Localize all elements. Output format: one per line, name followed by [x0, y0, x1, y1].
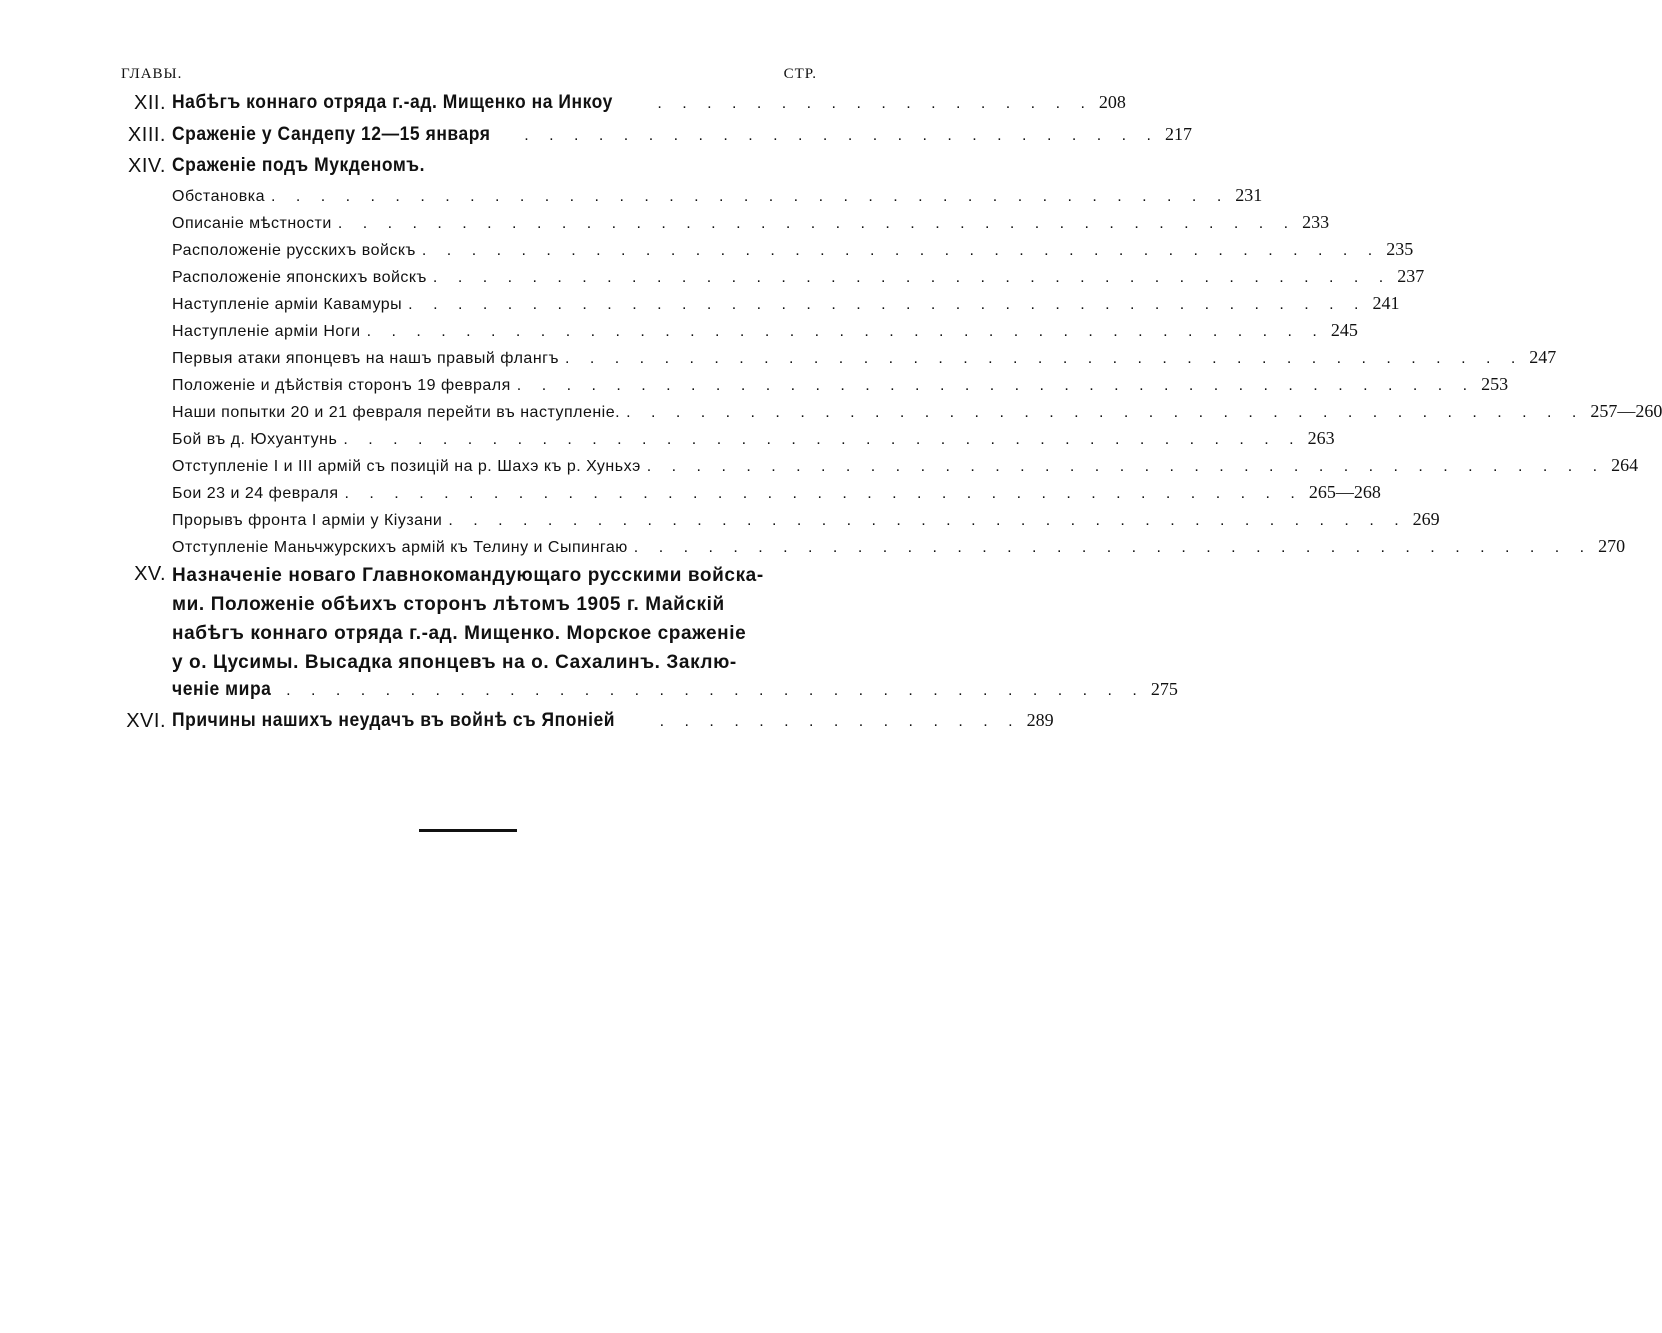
chapter-number: XIII.: [127, 124, 166, 146]
subsection-title: Первыя атаки японцевъ на нашъ правый флангъ: [172, 350, 559, 367]
toc-subentry: [172, 401, 1662, 422]
page-number: 231: [1235, 185, 1263, 205]
chapter-title: Сраженіе подъ Мукденомъ.: [172, 155, 426, 176]
page-number: 253: [1481, 374, 1509, 394]
toc-entry-chapter-xii: [172, 92, 1126, 114]
chapter-title-line: у о. Цусимы. Высадка японцевъ на о. Сахалинъ. Заклю-: [172, 652, 737, 673]
toc-entry-chapter-xiii: [172, 124, 1192, 146]
subsection-title: Бой въ д. Юхуантунь: [172, 431, 338, 448]
chapter-title: Причины нашихъ неудачъ въ войнѣ съ Японіей: [172, 710, 616, 731]
page-number: 233: [1302, 212, 1330, 232]
chapter-number: XIV.: [128, 155, 166, 177]
chapter-title: Набѣгъ коннаго отряда г.-ад. Мищенко на Инкоу: [172, 92, 613, 113]
chapter-title-line: набѣгъ коннаго отряда г.-ад. Мищенко. Морское сраженіе: [172, 623, 747, 644]
toc-subentry: [172, 185, 1263, 206]
leader-dots: . . . . . . . . . . . . . . . . . . . . . . . . . . . . . . . . . . . . . . .: [626, 404, 1585, 421]
subsection-title: Наступленіе арміи Кавамуры: [172, 296, 403, 313]
page-number: 241: [1372, 293, 1400, 313]
toc-subentry: [172, 293, 1400, 314]
page-number: 275: [1150, 679, 1178, 699]
subsection-title: Расположеніе русскихъ войскъ: [172, 242, 416, 259]
leader-dots: . . . . . . . . . . . . . . . . . .: [657, 95, 1093, 112]
toc-subentry: [172, 320, 1358, 341]
toc-subentry: [172, 536, 1626, 557]
toc-entry-chapter-xv: [172, 679, 1178, 701]
toc-subentry: [172, 266, 1425, 287]
subsection-title: Положеніе и дѣйствія сторонъ 19 февраля: [172, 377, 511, 394]
chapter-title-line: Назначеніе новаго Главнокомандующаго русскими войска-: [172, 565, 764, 586]
leader-dots: . . . . . . . . . . . . . . . . . . . . . . . . . . . . . . . . . . . . . . .: [343, 431, 1302, 448]
subsection-title: Наступленіе арміи Ноги: [172, 323, 361, 340]
leader-dots: . . . . . . . . . . . . . . .: [659, 713, 1021, 730]
page-number: 247: [1529, 347, 1557, 367]
page-number: 235: [1386, 239, 1414, 259]
chapter-title: Сраженіе у Сандепу 12—15 января: [172, 124, 491, 145]
chapter-number: XII.: [133, 92, 166, 114]
chapter-title-line: ми. Положеніе обѣихъ сторонъ лѣтомъ 1905 г. Майскій: [172, 594, 725, 615]
page-number: 217: [1164, 124, 1192, 144]
subsection-title: Отступленіе I и III армій съ позицій на р. Шахэ къ р. Хуньхэ: [172, 458, 641, 475]
page-number: 257—260: [1590, 401, 1662, 421]
subsection-title: Отступленіе Маньчжурскихъ армій къ Телину и Сыпингаю: [172, 539, 628, 556]
toc-subentry: [172, 428, 1335, 449]
leader-dots: . . . . . . . . . . . . . . . . . . . . . . . . . .: [524, 127, 1159, 144]
leader-dots: . . . . . . . . . . . . . . . . . . . . . . . . . . . . . . . . . . . . . . .: [633, 539, 1593, 556]
leader-dots: . . . . . . . . . . . . . . . . . . . . . . . . . . . . . . . . . . . . . . .: [270, 188, 1230, 205]
subsection-title: Бои 23 и 24 февраля: [172, 485, 339, 502]
toc-entry-chapter-xvi: [172, 710, 1054, 732]
chapter-number: XV.: [134, 563, 166, 585]
leader-dots: . . . . . . . . . . . . . . . . . . . . . . . . . . . . . . . . . . . . . . .: [337, 215, 1297, 232]
chapter-title: ченіе мира: [172, 679, 272, 700]
header-pages-label: СТР.: [783, 66, 817, 82]
toc-subentry: [172, 509, 1440, 530]
toc-subentry: [172, 347, 1557, 368]
subsection-title: Наши попытки 20 и 21 февраля перейти въ наступленіе.: [172, 404, 621, 421]
leader-dots: . . . . . . . . . . . . . . . . . . . . . . . . . . . . . . . . . . . . . . .: [565, 350, 1524, 367]
header-chapters-label: ГЛАВЫ.: [121, 66, 183, 82]
page-number: 264: [1611, 455, 1639, 475]
page-number: 289: [1026, 710, 1054, 730]
leader-dots: . . . . . . . . . . . . . . . . . . . . . . . . . . . . . . . . . . . . . . .: [448, 512, 1407, 529]
leader-dots: . . . . . . . . . . . . . . . . . . . . . . . . . . . . . . . . . . . . . . .: [366, 323, 1325, 340]
toc-subentry: [172, 374, 1509, 395]
subsection-title: Обстановка: [172, 188, 265, 205]
subsection-title: Расположеніе японскихъ войскъ: [172, 269, 427, 286]
leader-dots: . . . . . . . . . . . . . . . . . . . . . . . . . . . . . . . . . . . . . . .: [408, 296, 1367, 313]
page-number: 265—268: [1308, 482, 1381, 502]
toc-subentry: [172, 239, 1414, 260]
chapter-title-multiline: [172, 561, 768, 677]
leader-dots: . . . . . . . . . . . . . . . . . . . . . . . . . . . . . . . . . . . . . . .: [516, 377, 1476, 394]
end-rule: [419, 829, 517, 832]
page-number: 270: [1598, 536, 1626, 556]
toc-entry-chapter-xiv: [172, 155, 816, 177]
toc-subentry: [172, 482, 1381, 503]
page-number: 237: [1397, 266, 1425, 286]
leader-dots: . . . . . . . . . . . . . . . . . . . . . . . . . . . . . . . . . . . . . . .: [432, 269, 1392, 286]
page-number: 269: [1412, 509, 1440, 529]
chapter-number: XVI.: [126, 710, 166, 732]
leader-dots: . . . . . . . . . . . . . . . . . . . . . . . . . . . . . . . . . . . . . . .: [646, 458, 1606, 475]
leader-dots: . . . . . . . . . . . . . . . . . . . . . . . . . . . . . . . . . . . . . . .: [344, 485, 1303, 502]
subsection-title: Прорывъ фронта I арміи у Кіузани: [172, 512, 443, 529]
page-number: 245: [1330, 320, 1358, 340]
toc-subentry: [172, 455, 1639, 476]
leader-dots: . . . . . . . . . . . . . . . . . . . . . . . . . . . . . . . . . . . . . . .: [421, 242, 1381, 259]
toc-subentry: [172, 212, 1330, 233]
page-number: 208: [1098, 92, 1126, 112]
page-number: 263: [1307, 428, 1335, 448]
subsection-title: Описаніе мѣстности: [172, 215, 332, 232]
leader-dots: . . . . . . . . . . . . . . . . . . . . . . . . . . . . . . . . . . .: [286, 682, 1145, 699]
